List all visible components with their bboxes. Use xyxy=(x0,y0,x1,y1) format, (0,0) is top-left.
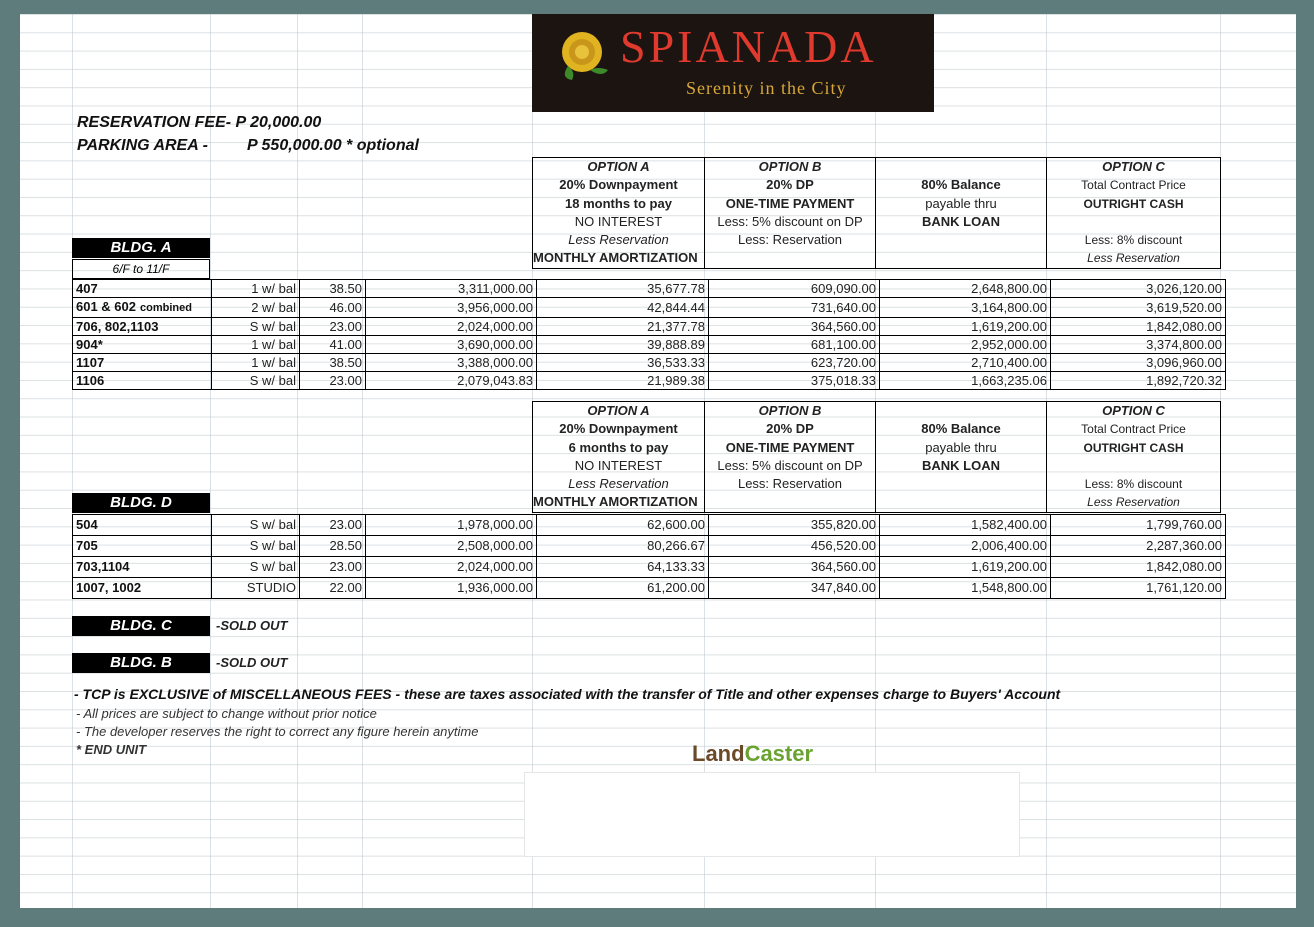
note-developer: - The developer reserves the right to correct any figure herein anytime xyxy=(76,724,479,739)
spreadsheet-sheet xyxy=(20,14,1296,908)
cell-bal: 1,582,400.00 xyxy=(880,515,1051,536)
cell-type: S w/ bal xyxy=(212,536,300,557)
cell-unit: 601 & 602 combined xyxy=(73,298,212,318)
cell-a: 42,844.44 xyxy=(537,298,709,318)
cell-c: 1,842,080.00 xyxy=(1051,318,1226,336)
note-tcp: - TCP is EXCLUSIVE of MISCELLANEOUS FEES - these are taxes associated with the transfer of Title and other expenses charge to Buyers' Account xyxy=(74,686,1061,702)
cell-tcp: 2,079,043.83 xyxy=(366,372,537,390)
cell-tcp: 1,936,000.00 xyxy=(366,578,537,599)
table-row xyxy=(73,298,1226,318)
parking-area: PARKING AREA - P 550,000.00 * optional xyxy=(77,137,419,154)
cell-type: 1 w/ bal xyxy=(212,354,300,372)
cell-tcp: 1,978,000.00 xyxy=(366,515,537,536)
cell-area: 41.00 xyxy=(300,336,366,354)
cell-bal: 1,663,235.06 xyxy=(880,372,1051,390)
cell-b: 456,520.00 xyxy=(709,536,880,557)
options-header-bldg-a: OPTION A 20% Downpayment 18 months to pay NO INTEREST Less Reservation MONTHLY AMORTIZATION OPTION B 20% DP ONE-TIME PAYMENT Less: 5% discount on DP Less: Reservation 80% Balance payable thru BANK LOAN OPTION C Total Contract Price OUTRIGHT CASH Less: 8% discount Less Reservation xyxy=(532,157,1221,269)
cell-tcp: 3,311,000.00 xyxy=(366,280,537,298)
cell-bal: 1,548,800.00 xyxy=(880,578,1051,599)
cell-c: 3,026,120.00 xyxy=(1051,280,1226,298)
cell-bal: 2,648,800.00 xyxy=(880,280,1051,298)
cell-a: 80,266.67 xyxy=(537,536,709,557)
cell-b: 731,640.00 xyxy=(709,298,880,318)
table-row xyxy=(73,515,1226,536)
options-header-bldg-d: OPTION A 20% Downpayment 6 months to pay NO INTEREST Less Reservation MONTHLY AMORTIZATION OPTION B 20% DP ONE-TIME PAYMENT Less: 5% discount on DP Less: Reservation 80% Balance payable thru BANK LOAN OPTION C Total Contract Price OUTRIGHT CASH Less: 8% discount Less Reservation xyxy=(532,401,1221,513)
cell-b: 347,840.00 xyxy=(709,578,880,599)
cell-unit: 705 xyxy=(73,536,212,557)
cell-tcp: 3,388,000.00 xyxy=(366,354,537,372)
bldg-b-status: -SOLD OUT xyxy=(216,655,288,670)
cell-a: 36,533.33 xyxy=(537,354,709,372)
table-row xyxy=(73,536,1226,557)
cell-unit: 904* xyxy=(73,336,212,354)
cell-a: 21,377.78 xyxy=(537,318,709,336)
cell-b: 681,100.00 xyxy=(709,336,880,354)
cell-c: 3,619,520.00 xyxy=(1051,298,1226,318)
cell-type: S w/ bal xyxy=(212,557,300,578)
rose-icon xyxy=(554,26,614,86)
bldg-d-table xyxy=(72,514,1226,599)
table-row xyxy=(73,354,1226,372)
cell-bal: 2,952,000.00 xyxy=(880,336,1051,354)
blank-pasted-area xyxy=(524,772,1020,857)
table-row xyxy=(73,280,1226,298)
cell-a: 21,989.38 xyxy=(537,372,709,390)
cell-b: 609,090.00 xyxy=(709,280,880,298)
table-row xyxy=(73,336,1226,354)
cell-b: 623,720.00 xyxy=(709,354,880,372)
cell-type: S w/ bal xyxy=(212,372,300,390)
cell-c: 1,892,720.32 xyxy=(1051,372,1226,390)
bldg-d-label: BLDG. D xyxy=(72,493,210,513)
cell-c: 2,287,360.00 xyxy=(1051,536,1226,557)
cell-unit: 504 xyxy=(73,515,212,536)
cell-c: 1,799,760.00 xyxy=(1051,515,1226,536)
brand-name: SPIANADA xyxy=(620,21,877,72)
cell-tcp: 3,956,000.00 xyxy=(366,298,537,318)
cell-a: 35,677.78 xyxy=(537,280,709,298)
cell-area: 28.50 xyxy=(300,536,366,557)
cell-bal: 1,619,200.00 xyxy=(880,318,1051,336)
cell-type: 1 w/ bal xyxy=(212,280,300,298)
cell-b: 364,560.00 xyxy=(709,318,880,336)
cell-b: 375,018.33 xyxy=(709,372,880,390)
cell-type: S w/ bal xyxy=(212,318,300,336)
bldg-c-label: BLDG. C xyxy=(72,616,210,636)
cell-a: 62,600.00 xyxy=(537,515,709,536)
note-prices: - All prices are subject to change without prior notice xyxy=(76,706,377,721)
table-row xyxy=(73,372,1226,390)
cell-c: 1,761,120.00 xyxy=(1051,578,1226,599)
bldg-a-floors: 6/F to 11/F xyxy=(72,259,210,279)
cell-type: 1 w/ bal xyxy=(212,336,300,354)
cell-unit: 407 xyxy=(73,280,212,298)
cell-unit: 703,1104 xyxy=(73,557,212,578)
cell-c: 3,374,800.00 xyxy=(1051,336,1226,354)
cell-a: 64,133.33 xyxy=(537,557,709,578)
cell-c: 1,842,080.00 xyxy=(1051,557,1226,578)
cell-b: 364,560.00 xyxy=(709,557,880,578)
table-row xyxy=(73,578,1226,599)
table-row xyxy=(73,557,1226,578)
cell-b: 355,820.00 xyxy=(709,515,880,536)
note-end-unit: * END UNIT xyxy=(76,742,147,757)
cell-c: 3,096,960.00 xyxy=(1051,354,1226,372)
cell-area: 23.00 xyxy=(300,557,366,578)
cell-type: STUDIO xyxy=(212,578,300,599)
cell-a: 39,888.89 xyxy=(537,336,709,354)
cell-unit: 1007, 1002 xyxy=(73,578,212,599)
bldg-b-label: BLDG. B xyxy=(72,653,210,673)
cell-bal: 3,164,800.00 xyxy=(880,298,1051,318)
cell-tcp: 2,024,000.00 xyxy=(366,318,537,336)
cell-unit: 706, 802,1103 xyxy=(73,318,212,336)
reservation-fee: RESERVATION FEE- P 20,000.00 xyxy=(77,114,322,131)
cell-area: 46.00 xyxy=(300,298,366,318)
cell-area: 38.50 xyxy=(300,280,366,298)
cell-bal: 1,619,200.00 xyxy=(880,557,1051,578)
cell-a: 61,200.00 xyxy=(537,578,709,599)
bldg-a-label: BLDG. A xyxy=(72,238,210,258)
cell-unit: 1106 xyxy=(73,372,212,390)
brand-tagline: Serenity in the City xyxy=(686,78,847,98)
spianada-logo xyxy=(532,14,934,112)
cell-tcp: 2,508,000.00 xyxy=(366,536,537,557)
landcaster-caster: Caster xyxy=(744,741,814,766)
cell-area: 23.00 xyxy=(300,515,366,536)
cell-tcp: 3,690,000.00 xyxy=(366,336,537,354)
cell-area: 38.50 xyxy=(300,354,366,372)
cell-area: 23.00 xyxy=(300,318,366,336)
cell-bal: 2,710,400.00 xyxy=(880,354,1051,372)
cell-bal: 2,006,400.00 xyxy=(880,536,1051,557)
landcaster-land: Land xyxy=(692,741,745,766)
cell-tcp: 2,024,000.00 xyxy=(366,557,537,578)
cell-type: 2 w/ bal xyxy=(212,298,300,318)
table-row xyxy=(73,318,1226,336)
cell-area: 23.00 xyxy=(300,372,366,390)
cell-type: S w/ bal xyxy=(212,515,300,536)
bldg-c-status: -SOLD OUT xyxy=(216,618,288,633)
cell-area: 22.00 xyxy=(300,578,366,599)
bldg-a-table xyxy=(72,279,1226,390)
cell-unit: 1107 xyxy=(73,354,212,372)
landcaster-logo xyxy=(692,741,813,767)
